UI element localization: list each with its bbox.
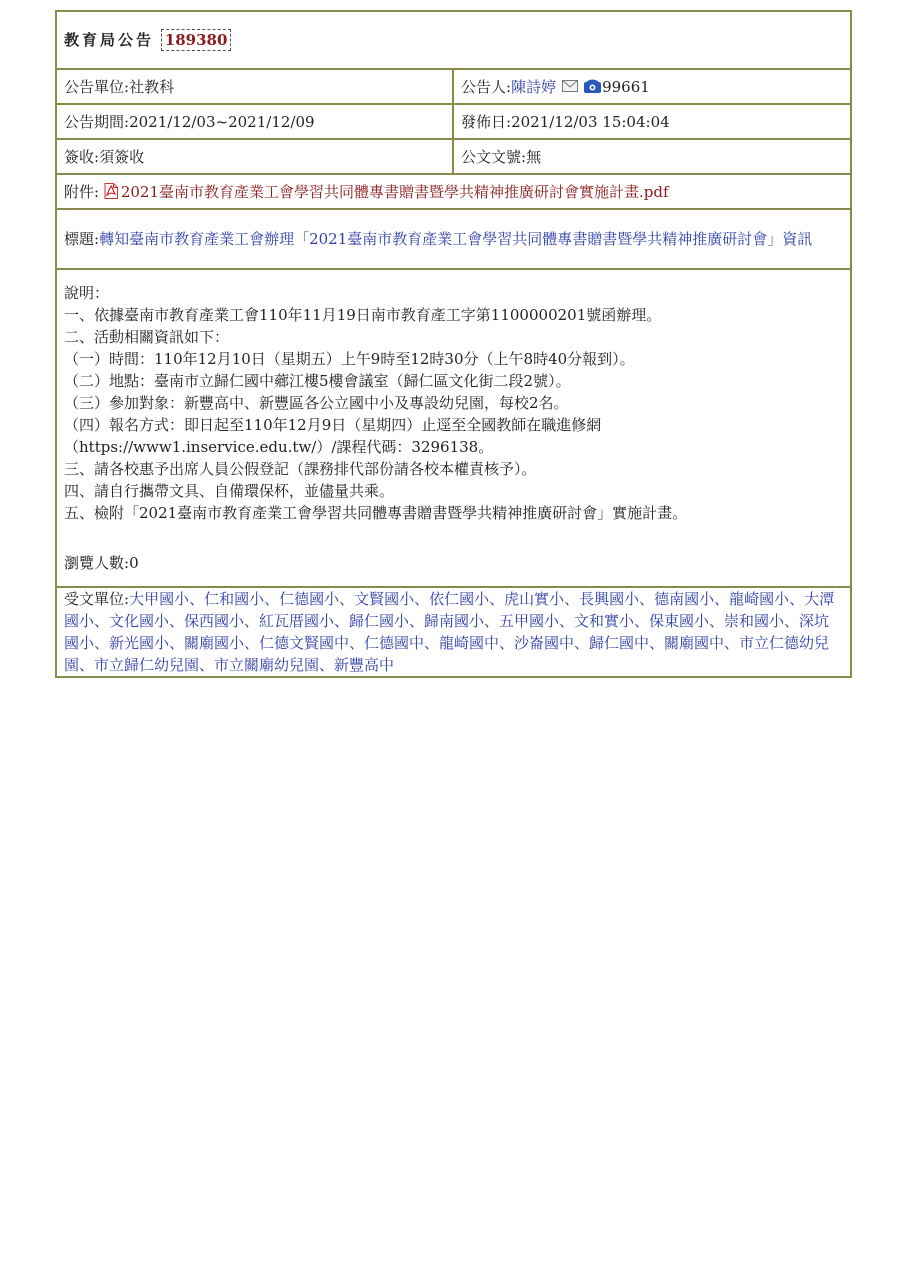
body-line: 三、請各校惠予出席人員公假登記（課務排代部份請各校本權責核予）。 [64,460,537,478]
view-count-label: 瀏覽人數: [64,554,130,572]
bulletin-id-badge[interactable]: 189380 [161,29,232,51]
announcer-name-link[interactable]: 陳詩婷 [511,77,557,96]
publish-label: 發佈日: [461,112,512,131]
title-cell [56,11,851,69]
body-line: 二、活動相關資訊如下： [64,328,230,346]
publish-cell [453,104,851,139]
announcer-cell [453,69,851,104]
period-cell [56,104,453,139]
attachment-link[interactable]: 2021臺南市教育產業工會學習共同體專書贈書暨學共精神推廣研討會實施計畫.pdf [120,182,669,201]
docno-value: 無 [526,147,542,166]
body-line: 五、檢附「2021臺南市教育產業工會學習共同體專書贈書暨學共精神推廣研討會」實施計畫。 [64,504,688,522]
sign-cell [56,139,453,174]
unit-value: 社教科 [129,77,175,96]
recipients-list: 大甲國小、仁和國小、仁德國小、文賢國小、依仁國小、虎山實小、長興國小、德南國小、龍崎國小、大潭國小、文化國小、保西國小、紅瓦厝國小、歸仁國小、歸南國小、五甲國小、文和實小、保東國小、崇和國小、深坑國小、新光國小、關廟國小、仁德文賢國中、仁德國中、龍崎國中、沙崙國中、歸仁國中、關廟國中、市立仁德幼兒園、市立歸仁幼兒園、市立關廟幼兒園、新豐高中 [64,590,835,674]
recipients-row [56,587,851,677]
meta-row-unit [56,69,851,104]
title-row [56,11,851,69]
view-count [64,552,843,574]
attachment-cell [56,174,851,209]
body-line: （四）報名方式：即日起至110年12月9日（星期四）止逕至全國教師在職進修網 [64,416,602,434]
body-line: （三）參加對象：新豐高中、新豐區各公立國中小及專設幼兒園，每校2名。 [64,394,569,412]
pdf-icon[interactable] [104,183,118,199]
docno-label: 公文文號: [461,147,527,166]
body-line: 一、依據臺南市教育產業工會110年11月19日南市教育產工字第1100000201號函辦理。 [64,306,662,324]
body-line: 四、請自行攜帶文具、自備環保杯，並儘量共乘。 [64,482,395,500]
meta-row-sign [56,139,851,174]
body-line: （二）地點：臺南市立歸仁國中薌江樓5樓會議室（歸仁區文化街二段2號）。 [64,372,571,390]
unit-label: 公告單位: [64,77,130,96]
body-cell [56,269,851,587]
period-label: 公告期間: [64,112,130,131]
bulletin-table [55,10,852,678]
meta-row-period [56,104,851,139]
sign-label: 簽收: [64,147,100,166]
attachment-label: 附件: [64,182,104,201]
docno-cell [453,139,851,174]
recipients-cell [56,587,851,677]
phone-extension: 99661 [602,77,650,96]
body-line: （https://www1.inservice.edu.tw/）/課程代碼：3296138。 [64,438,494,456]
subject-cell [56,209,851,269]
subject-label: 標題: [64,230,100,248]
body-line: 說明： [64,284,110,302]
body-line: （一）時間：110年12月10日（星期五）上午9時至12時30分（上午8時40分報到）。 [64,350,635,368]
view-count-value: 0 [129,554,139,572]
subject-link[interactable]: 轉知臺南市教育產業工會辦理「2021臺南市教育產業工會學習共同體專書贈書暨學共精神推廣研討會」資訊 [99,230,813,248]
attachment-row [56,174,851,209]
bulletin-title: 教育局公告 [64,31,155,49]
subject-row [56,209,851,269]
mail-icon[interactable] [562,80,578,92]
unit-cell [56,69,453,104]
publish-value: 2021/12/03 15:04:04 [511,112,670,131]
phone-icon [584,78,601,93]
recipients-label: 受文單位: [64,590,130,608]
sign-value: 須簽收 [99,147,145,166]
announcer-label: 公告人: [461,77,512,96]
period-value: 2021/12/03~2021/12/09 [129,112,315,131]
body-row [56,269,851,587]
